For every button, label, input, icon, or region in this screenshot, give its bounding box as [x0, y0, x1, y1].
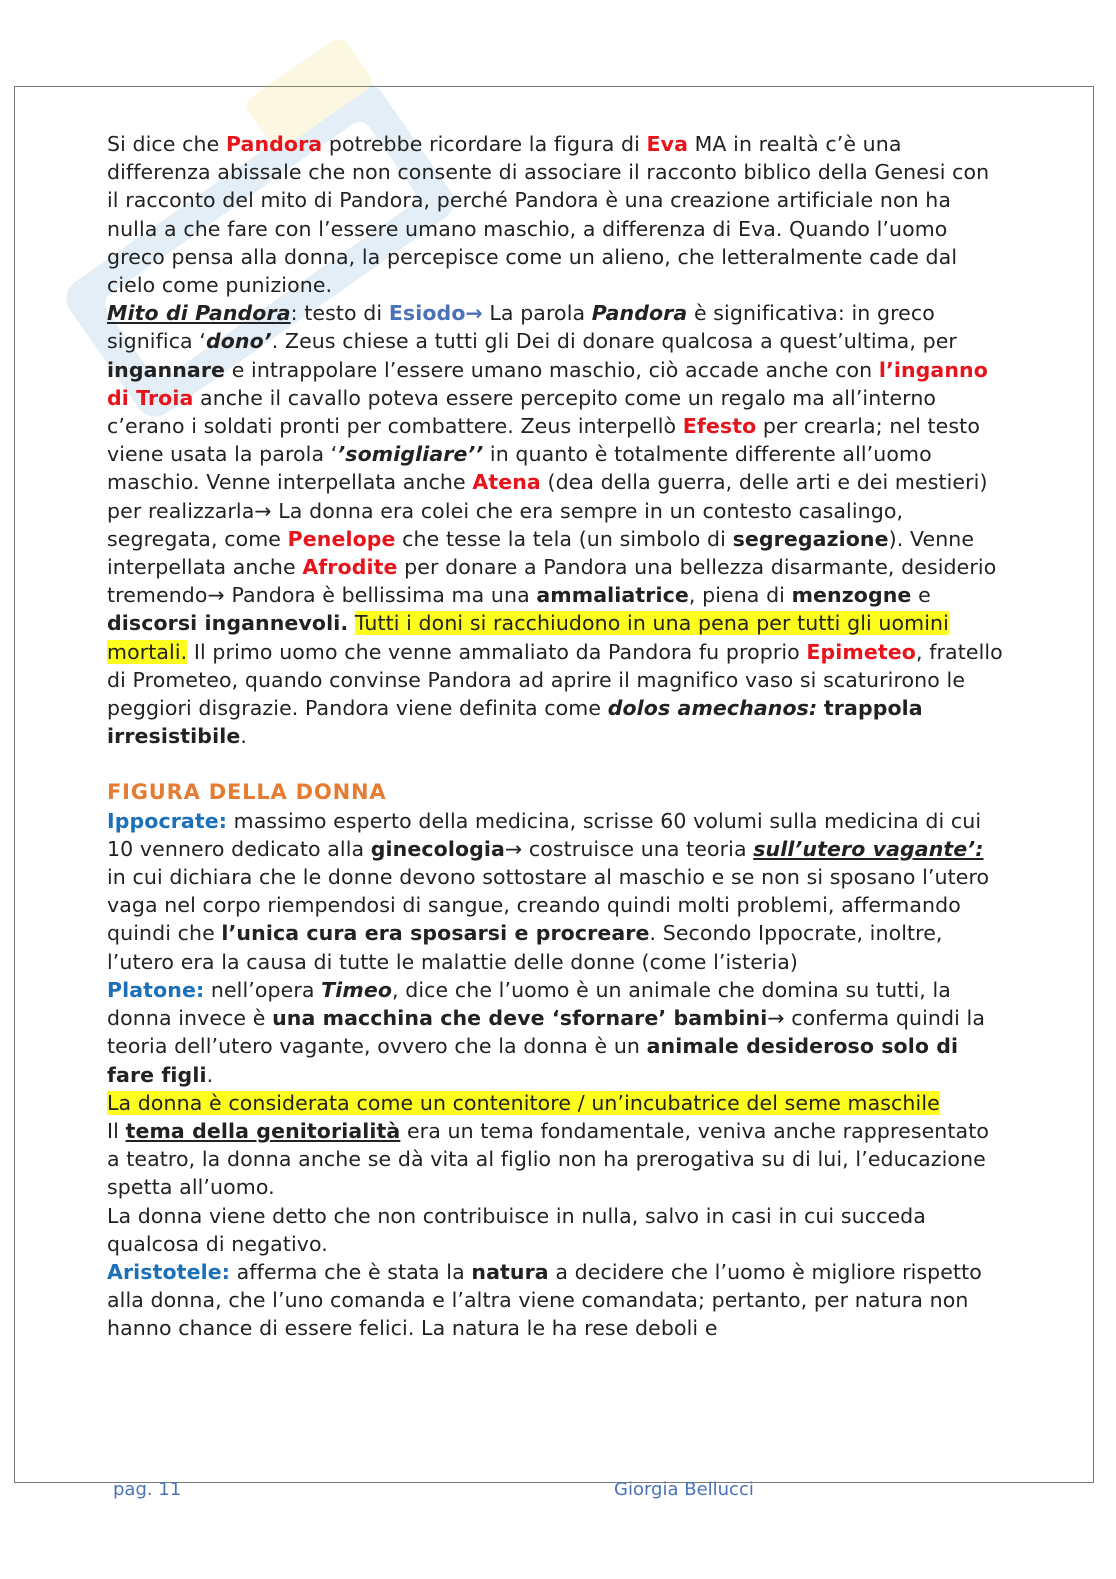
term-inganno-troia: l’inganno di Troia [107, 357, 988, 410]
paragraph-ippocrate: Ippocrate: massimo esperto della medicina, scrisse 60 volumi sulla medicina di cui 10 vennero dedicato alla ginecologia→ costruisce una teoria sull’utero vagante’: in cui dichiara che le donne devono sottostare al maschio e se non si sposano l’utero vaga nel corpo riempendosi di sangue, creando quindi molti problemi, affermando quindi che l’unica cura era sposarsi e procreare. Secondo Ippocrate, inoltre, l’utero era la causa di tutte le malattie delle donne (come l’isteria) [107, 808, 990, 974]
term-segregazione: segregazione [732, 526, 889, 551]
term-esiodo: Esiodo→ [388, 301, 483, 326]
highlight-doni: Tutti i doni si racchiudono in una pena per tutti gli uomini mortali. [107, 611, 949, 664]
term-ginecologia: ginecologia [370, 836, 505, 861]
paragraph-contenitore [107, 1089, 1007, 1117]
term-ingannare: ingannare [107, 357, 226, 382]
term-atena: Atena [472, 470, 541, 495]
label-ippocrate: Ippocrate: [107, 808, 228, 833]
paragraph-genitorialita: Il tema della genitorialità era un tema fondamentale, veniva anche rappresentato a teatro, la donna anche se dà vita al figlio non ha prerogativa su di lui, l’educazione spetta all’uomo. [107, 1118, 989, 1200]
paragraph-aristotele: Aristotele: afferma che è stata la natura a decidere che l’uomo è migliore rispetto alla donna, che l’uno comanda e l’altra viene comandata; pertanto, per natura non hanno chance di essere felici. La natura le ha rese deboli e [107, 1259, 982, 1341]
paragraph-mito-pandora: Mito di Pandora: testo di Esiodo→ La parola Pandora è significativa: in greco significa ‘dono’. Zeus chiese a tutti gli Dei di donare qualcosa a quest’ultima, per ingannare e intrappolare l’essere umano maschio, ciò accade anche con l’inganno di Troia anche il cavallo poteva essere percepito come un regalo ma all’interno c’erano i soldati pronti per combattere. Zeus interpellò Efesto per crearla; nel testo viene usata la parola ‘’somigliare’’ in quanto è totalmente differente all’uomo maschio. Venne interpellata anche Atena (dea della guerra, delle arti e dei mestieri) per realizzarla→ La donna era colei che era sempre in un contesto casalingo, segregata, come Penelope che tesse la tela (un simbolo di segregazione). Venne interpellata anche Afrodite per donare a Pandora una bellezza disarmante, desiderio tremendo→ Pandora è bellissima ma una ammaliatrice, piena di menzogne e discorsi ingannevoli. Tutti i doni si racchiudono in una pena per tutti gli uomini mortali. Il primo uomo che venne ammaliato da Pandora fu proprio Epimeteo, fratello di Prometeo, quando convinse Pandora ad aprire il magnifico vaso si scaturirono le peggiori disgrazie. Pandora viene definita come dolos amechanos: trappola irresistibile. [107, 301, 1003, 749]
term-trappola-irresistibile: trappola irresistibile [107, 696, 923, 749]
term-natura: natura [471, 1259, 549, 1284]
term-unica-cura: l’unica cura era sposarsi e procreare [221, 921, 650, 946]
term-epimeteo: Epimeteo [806, 639, 916, 664]
term-animale-desideroso: animale desideroso solo di fare figli [107, 1034, 959, 1087]
highlight-contenitore: La donna è considerata come un contenitore / un’incubatrice del seme maschile [107, 1090, 940, 1115]
label-aristotele: Aristotele: [107, 1259, 231, 1284]
section-heading: FIGURA DELLA DONNA [107, 780, 387, 805]
label-platone: Platone: [107, 977, 205, 1002]
term-timeo: Timeo [321, 977, 393, 1002]
term-mito-di-pandora: Mito di Pandora [107, 301, 291, 326]
term-dono: dono’ [205, 329, 272, 354]
term-dolos-amechanos: dolos amechanos: [607, 696, 818, 721]
term-somigliare: ’somigliare’’ [337, 442, 484, 467]
page-number: pag. 11 [113, 1479, 182, 1500]
document-body [107, 130, 1007, 1343]
term-pandora-italic: Pandora [591, 301, 688, 326]
paragraph-pandora-eva: Si dice che Pandora potrebbe ricordare la figura di Eva MA in realtà c’è una differenza abissale che non consente di associare il racconto biblico della Genesi con il racconto del mito di Pandora, perché Pandora è una creazione artificiale non ha nulla a che fare con l’essere umano maschio, a differenza di Eva. Quando l’uomo greco pensa alla donna, la percepisce come un alieno, che letteralmente cade dal cielo come punizione. [107, 132, 990, 298]
term-menzogne: menzogne [791, 583, 912, 608]
term-macchina: una macchina che deve ‘sfornare’ bambini [272, 1006, 768, 1031]
term-eva: Eva [646, 132, 689, 156]
term-utero-vagante: sull’utero vagante’: [753, 836, 984, 861]
term-tema-genitorialita: tema della genitorialità [125, 1118, 401, 1143]
paragraph-platone: Platone: nell’opera Timeo, dice che l’uomo è un animale che domina su tutti, la donna invece è una macchina che deve ‘sfornare’ bambini→ conferma quindi la teoria dell’utero vagante, ovvero che la donna è un animale desideroso solo di fare figli. [107, 977, 985, 1087]
term-penelope: Penelope [287, 526, 396, 551]
paragraph-nulla: La donna viene detto che non contribuisce in nulla, salvo in casi in cui succeda qualcosa di negativo. [107, 1203, 926, 1256]
term-afrodite: Afrodite [302, 555, 398, 580]
term-ammaliatrice: ammaliatrice [536, 583, 689, 608]
term-pandora: Pandora [225, 132, 323, 156]
term-discorsi-ingannevoli: discorsi ingannevoli. [107, 611, 349, 636]
term-efesto: Efesto [682, 414, 757, 439]
author-name: Giorgia Bellucci [614, 1479, 754, 1500]
